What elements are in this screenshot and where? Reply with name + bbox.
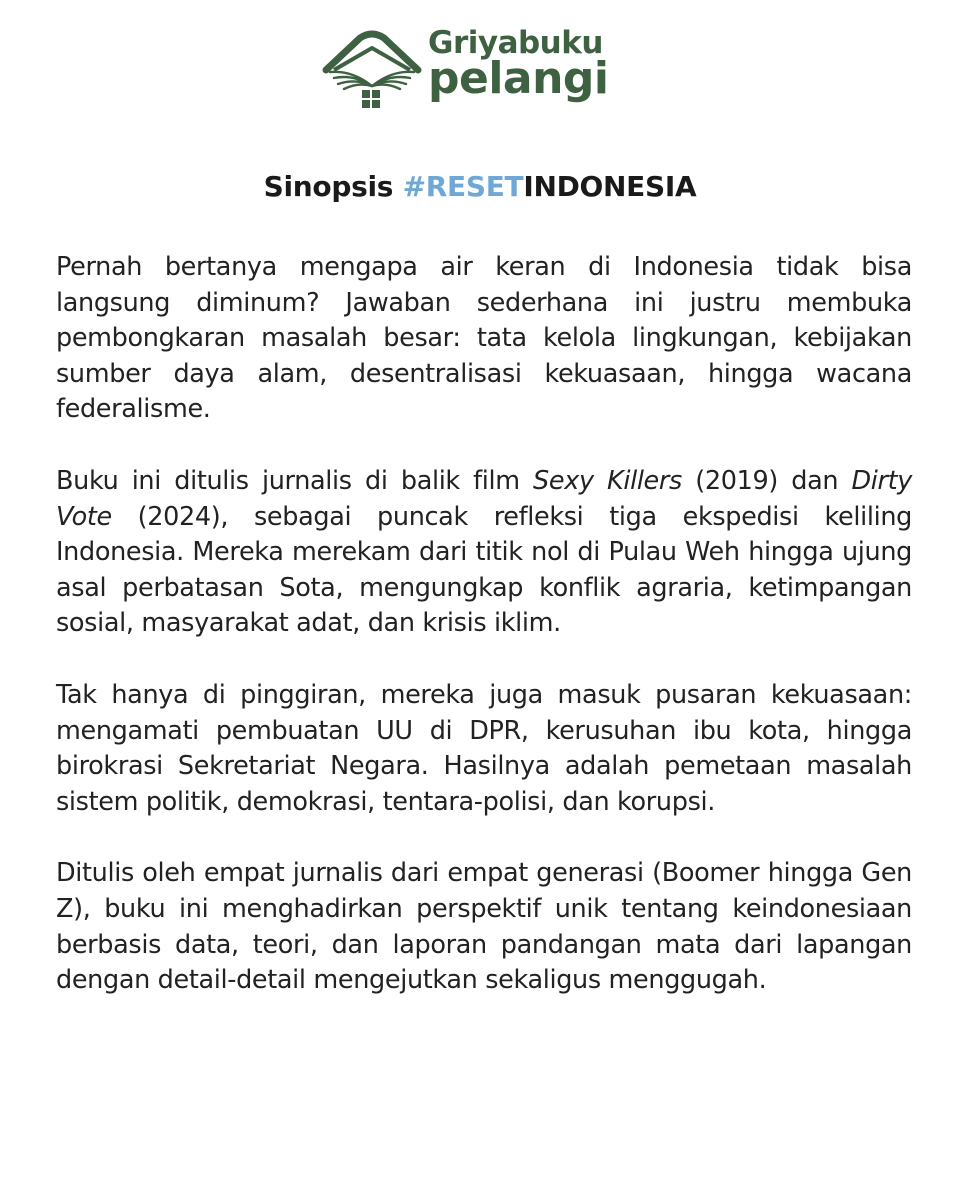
brand-wordmark bbox=[428, 25, 609, 104]
paragraph-2-text-a: Buku ini ditulis jurnalis di balik film bbox=[56, 465, 534, 496]
title-accent: #RESET bbox=[402, 170, 524, 203]
book-house-logo-icon bbox=[320, 26, 424, 110]
paragraph-3: Tak hanya di pinggiran, mereka juga masuk pusaran kekuasaan: mengamati pembuatan UU di DPR, kerusuhan ibu kota, hingga birokrasi Sekretariat Negara. Hasilnya adalah pemetaan masalah sistem politik, demokrasi, tentara-polisi, dan korupsi. bbox=[56, 679, 912, 817]
brand-name-line2: pelangi bbox=[428, 53, 609, 104]
brand-name-line1: Griyabuku bbox=[428, 25, 603, 61]
title-prefix: Sinopsis bbox=[263, 170, 403, 203]
paragraph-2 bbox=[56, 464, 912, 642]
paragraph-1: Pernah bertanya mengapa air keran di Indonesia tidak bisa langsung diminum? Jawaban sederhana ini justru membuka pembongkaran masalah besar: tata kelola lingkungan, kebijakan sumber daya alam, desentralisasi kekuasaan, hingga wacana federalisme. bbox=[56, 252, 912, 425]
brand-logo bbox=[320, 26, 630, 110]
film-title-sexy-killers: Sexy Killers bbox=[533, 465, 682, 496]
synopsis-body bbox=[56, 250, 912, 1035]
paragraph-2-text-b: (2019) dan bbox=[681, 465, 852, 496]
page-title bbox=[0, 170, 960, 203]
film-title-dirty-vote: Dirty Vote bbox=[56, 465, 912, 532]
title-suffix: INDONESIA bbox=[523, 170, 697, 203]
paragraph-2-text-c: (2024), sebagai puncak refleksi tiga ekspedisi keliling Indonesia. Mereka merekam dari titik nol di Pulau Weh hingga ujung asal perbatasan Sota, mengungkap konflik agraria, ketimpangan sosial, masyarakat adat, dan krisis iklim. bbox=[56, 501, 912, 639]
paragraph-4: Ditulis oleh empat jurnalis dari empat generasi (Boomer hingga Gen Z), buku ini menghadirkan perspektif unik tentang keindonesiaan berbasis data, teori, dan laporan pandangan mata dari lapangan dengan detail-detail mengejutkan sekaligus menggugah. bbox=[56, 858, 912, 996]
